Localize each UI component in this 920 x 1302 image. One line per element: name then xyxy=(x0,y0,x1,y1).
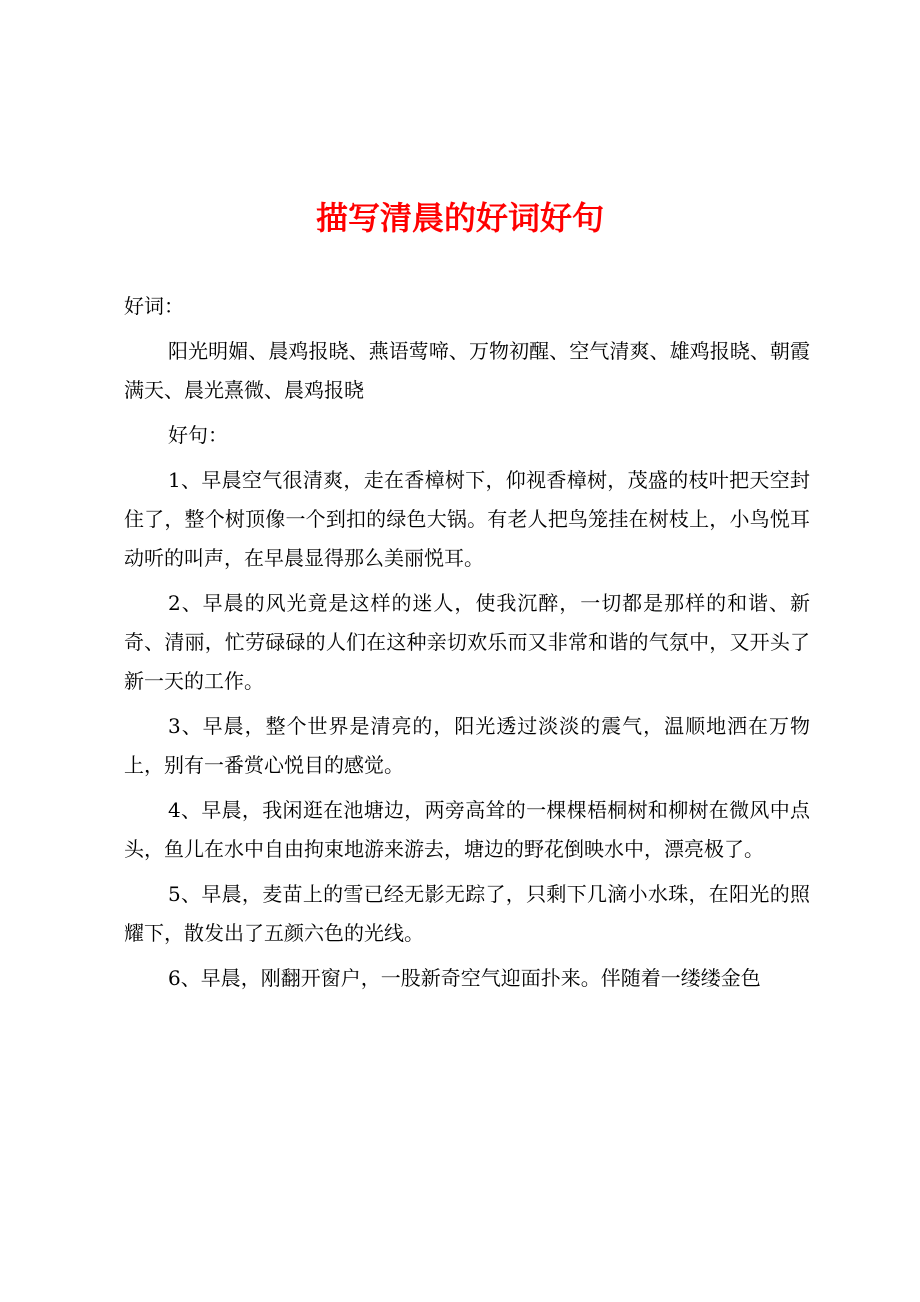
sentence-paragraph-2: 2、早晨的风光竟是这样的迷人，使我沉醉，一切都是那样的和谐、新奇、清丽，忙劳碌碌的人们在这种亲切欢乐而又非常和谐的气氛中，又开头了新一天的工作。 xyxy=(124,591,810,693)
sentence-paragraph-4: 4、早晨，我闲逛在池塘边，两旁高耸的一棵棵梧桐树和柳树在微风中点头，鱼儿在水中自由拘束地游来游去，塘边的野花倒映水中，漂亮极了。 xyxy=(124,798,810,861)
words-section-label: 好词： xyxy=(124,294,184,318)
sentence-paragraph-5: 5、早晨，麦苗上的雪已经无影无踪了，只剩下几滴小水珠，在阳光的照耀下，散发出了五颜六色的光线。 xyxy=(124,882,810,945)
document-title: 描写清晨的好词好句 xyxy=(315,199,604,237)
words-paragraph: 阳光明媚、晨鸡报晓、燕语莺啼、万物初醒、空气清爽、雄鸡报晓、朝霞满天、晨光熹微、晨鸡报晓 xyxy=(124,339,810,402)
sentence-paragraph-1: 1、早晨空气很清爽，走在香樟树下，仰视香樟树，茂盛的枝叶把天空封住了，整个树顶像一个到扣的绿色大锅。有老人把鸟笼挂在树枝上，小鸟悦耳动听的叫声，在早晨显得那么美丽悦耳。 xyxy=(124,468,810,570)
sentence-paragraph-6: 6、早晨，刚翻开窗户，一股新奇空气迎面扑来。伴随着一缕缕金色 xyxy=(168,966,761,990)
document-body xyxy=(124,287,810,1004)
sentence-paragraph-3: 3、早晨，整个世界是清亮的，阳光透过淡淡的震气，温顺地洒在万物上，别有一番赏心悦目的感觉。 xyxy=(124,714,810,777)
sentences-section-label: 好句： xyxy=(168,423,228,447)
